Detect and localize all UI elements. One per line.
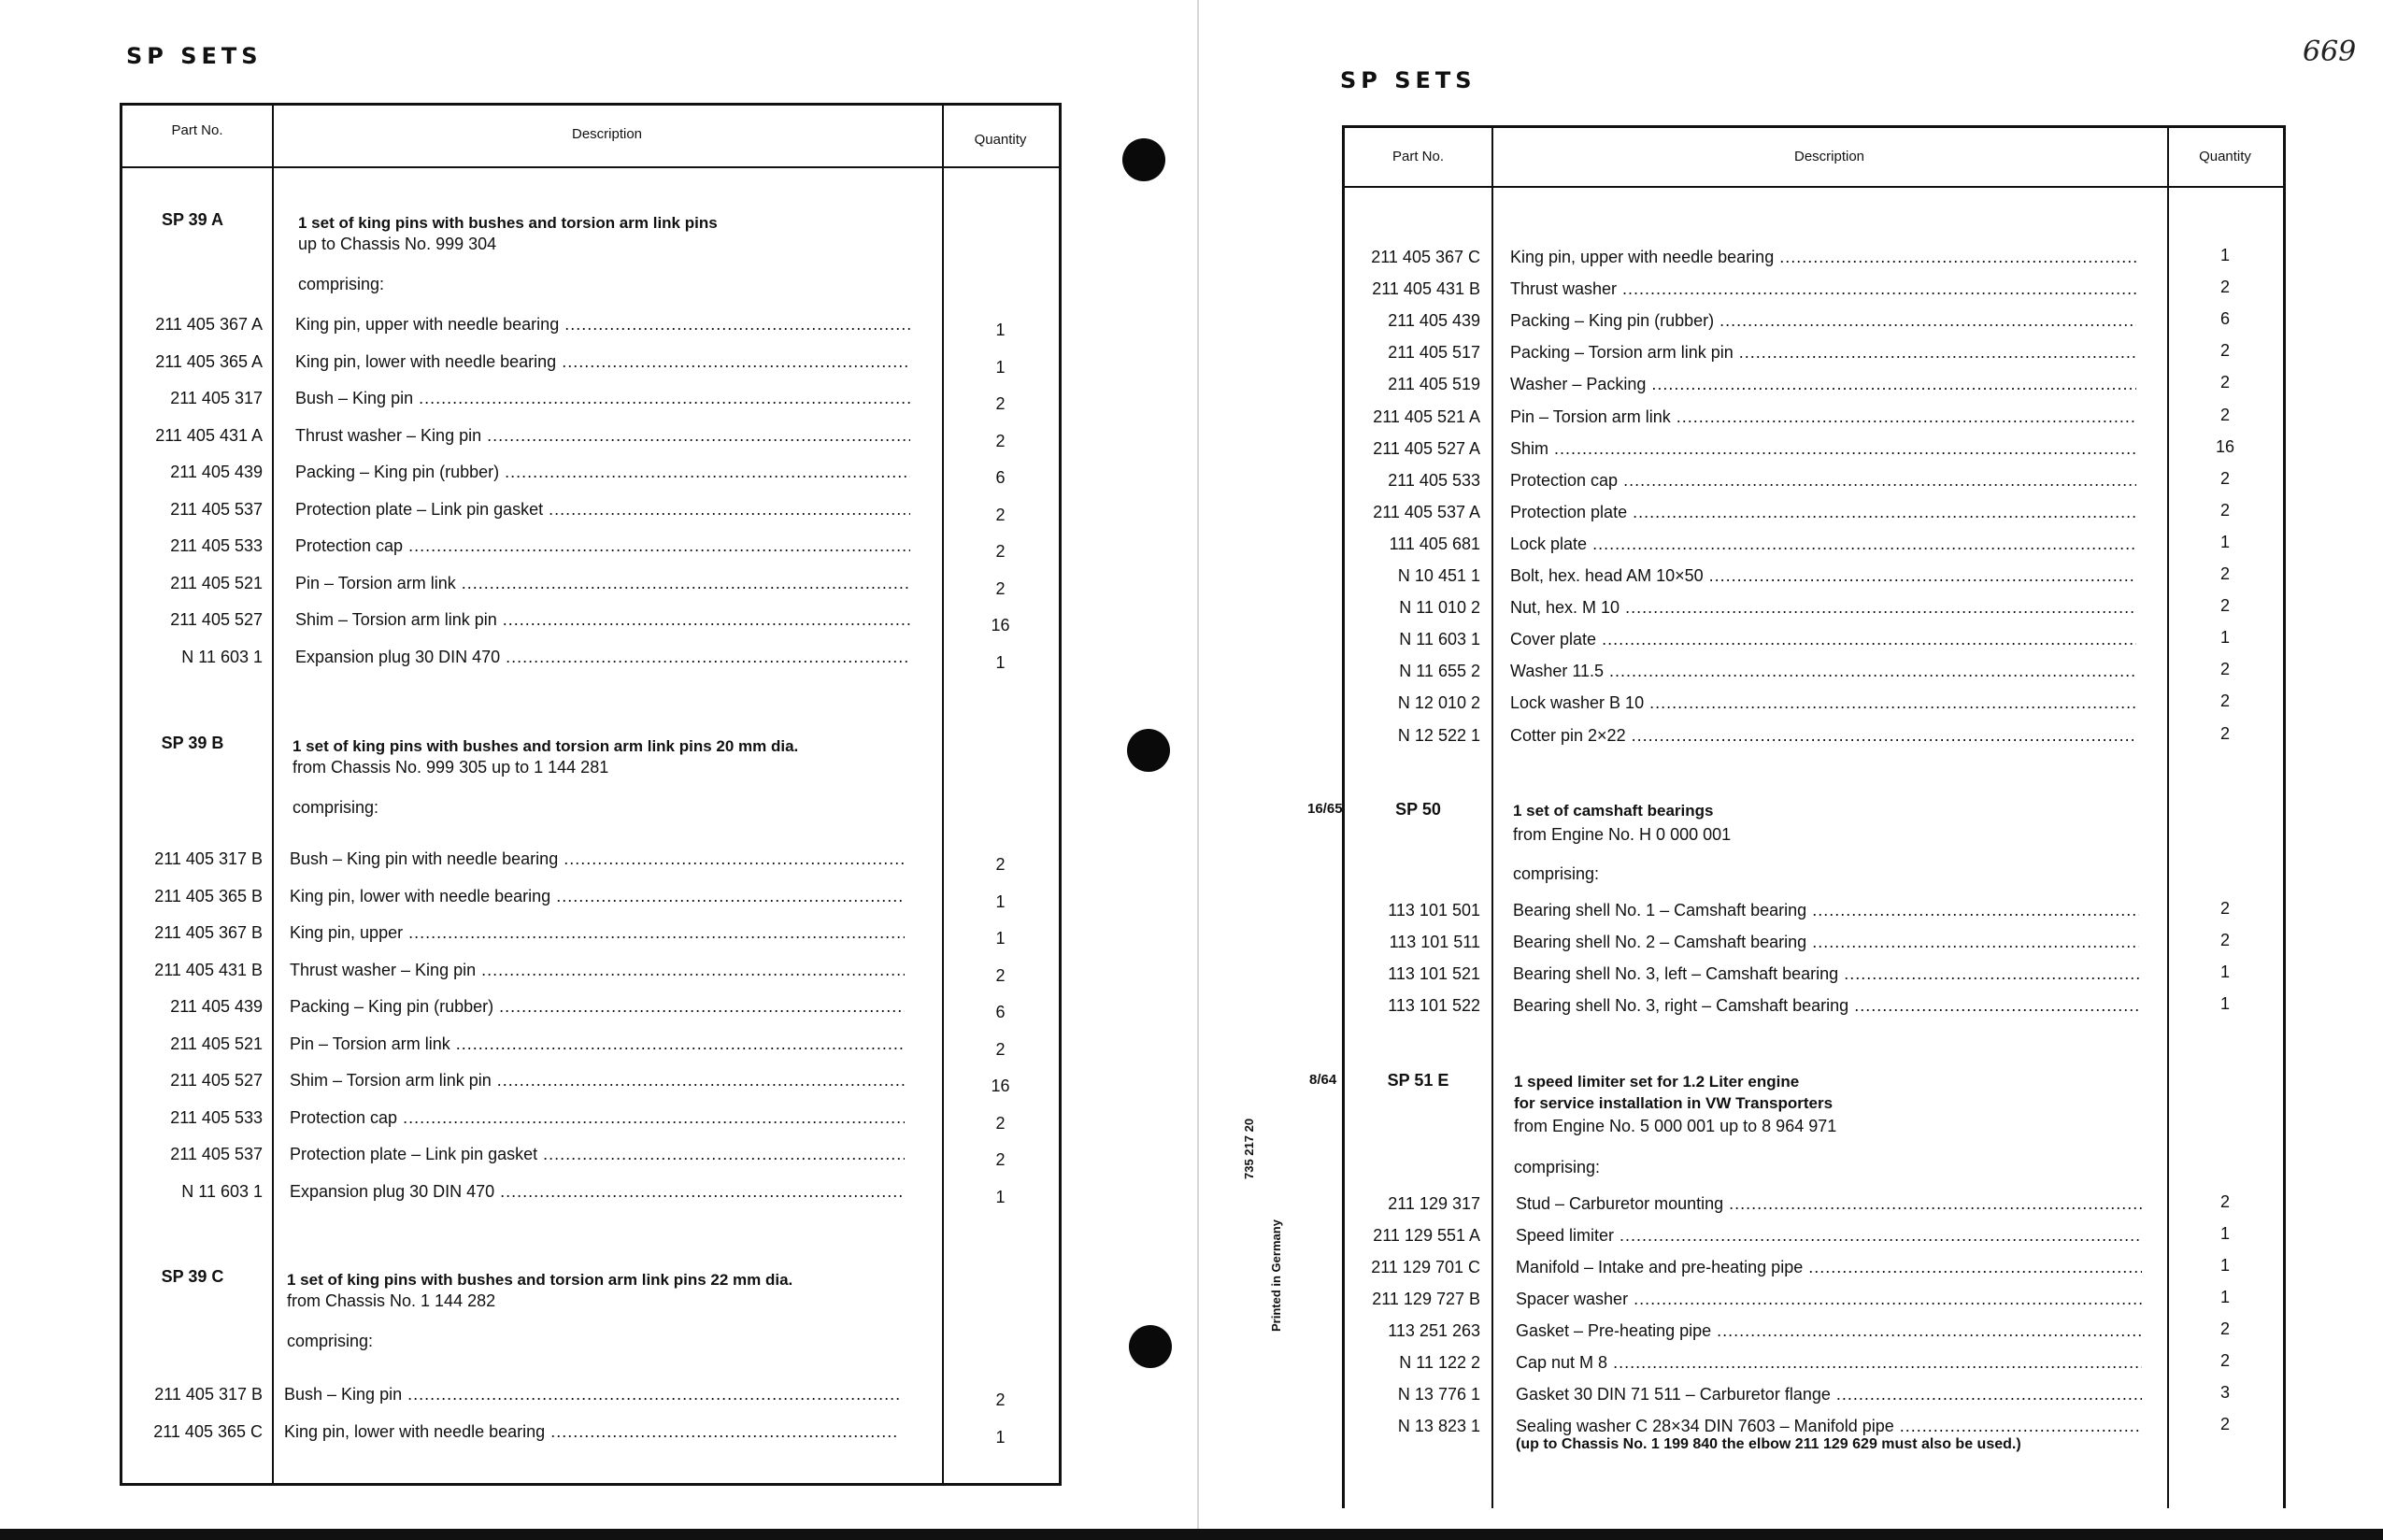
comprising-label: comprising: — [293, 798, 379, 817]
page-heading: SP SETS — [126, 43, 263, 69]
part-number: 113 251 263 — [1388, 1321, 1480, 1340]
binder-hole — [1129, 1325, 1172, 1368]
part-number: N 11 010 2 — [1399, 598, 1480, 617]
part-number: N 12 010 2 — [1397, 693, 1480, 712]
part-number: 113 101 521 — [1388, 964, 1480, 983]
item-description: Stud – Carburetor mounting ..... — [1516, 1193, 2142, 1214]
item-quantity: 1 — [2219, 628, 2230, 647]
right-page — [1200, 0, 2383, 1533]
revision-note: 8/64 — [1309, 1072, 1337, 1088]
part-number: N 11 603 1 — [181, 648, 263, 666]
item-quantity: 2 — [2219, 660, 2230, 678]
set-subtitle: from Engine No. H 0 000 001 — [1513, 825, 1732, 844]
page-fold — [1197, 0, 1199, 1540]
set-title: 1 set of king pins with bushes and torsion arm link pins 20 mm dia. — [293, 737, 799, 755]
page-number: 669 — [2303, 36, 2357, 68]
revision-note: 16/65 — [1307, 801, 1343, 817]
item-description: Protection cap ..... — [295, 535, 910, 556]
item-quantity: 1 — [2219, 246, 2230, 264]
item-quantity: 6 — [995, 468, 1006, 487]
item-description: Expansion plug 30 DIN 470 ..... — [290, 1181, 905, 1202]
item-description: Bush – King pin with needle bearing ..... — [290, 848, 905, 869]
binder-hole — [1122, 138, 1165, 181]
item-quantity: 2 — [2219, 1319, 2230, 1338]
part-number: N 10 451 1 — [1397, 566, 1480, 585]
item-description: Bearing shell No. 3, left – Camshaft bearing ..... — [1513, 963, 2139, 984]
part-number: 211 405 367 C — [1371, 248, 1480, 266]
item-quantity: 2 — [2219, 341, 2230, 360]
comprising-label: comprising: — [1513, 864, 1600, 883]
item-description: Washer 11.5 ..... — [1510, 661, 2136, 681]
item-description: Pin – Torsion arm link ..... — [1510, 406, 2136, 427]
set-subtitle: from Chassis No. 999 305 up to 1 144 281 — [293, 758, 609, 777]
item-quantity: 2 — [2219, 373, 2230, 392]
item-quantity: 2 — [2219, 564, 2230, 583]
item-quantity: 2 — [2219, 501, 2230, 520]
item-quantity: 2 — [2219, 724, 2230, 743]
item-quantity: 2 — [2219, 1351, 2230, 1370]
part-number: N 11 603 1 — [1399, 630, 1480, 649]
item-description: Protection cap ..... — [290, 1107, 905, 1128]
item-description: King pin, upper with needle bearing ..... — [1510, 247, 2136, 267]
item-description: King pin, upper ..... — [290, 922, 905, 943]
part-number: 211 405 431 B — [1372, 279, 1480, 298]
item-description: Nut, hex. M 10 ..... — [1510, 597, 2136, 618]
item-quantity: 16 — [991, 616, 1010, 635]
item-quantity: 1 — [995, 358, 1006, 377]
part-number: 113 101 522 — [1388, 996, 1480, 1015]
item-quantity: 2 — [995, 394, 1006, 413]
item-description: Packing – King pin (rubber) ..... — [295, 462, 910, 482]
item-quantity: 2 — [995, 579, 1006, 598]
item-quantity: 3 — [2219, 1383, 2230, 1402]
set-id: SP 39 A — [161, 210, 224, 229]
bottom-edge-bar — [0, 1529, 2383, 1540]
item-description: Protection plate – Link pin gasket ..... — [290, 1144, 905, 1164]
item-description: Gasket 30 DIN 71 511 – Carburetor flange ..... — [1516, 1384, 2142, 1405]
part-number: 211 405 533 — [170, 1108, 263, 1127]
set-subtitle: from Chassis No. 1 144 282 — [287, 1291, 496, 1310]
item-description: Packing – King pin (rubber) ..... — [290, 996, 905, 1017]
part-number: 211 405 519 — [1388, 375, 1480, 393]
set-id: SP 51 E — [1387, 1071, 1449, 1090]
item-description: Protection plate ..... — [1510, 502, 2136, 522]
item-quantity: 6 — [2219, 309, 2230, 328]
part-number: 211 405 517 — [1388, 343, 1480, 362]
part-number: N 13 823 1 — [1397, 1417, 1480, 1435]
item-quantity: 1 — [995, 1428, 1006, 1447]
part-number: 211 129 727 B — [1372, 1290, 1480, 1308]
set-footnote: (up to Chassis No. 1 199 840 the elbow 211 129 629 must also be used.) — [1516, 1436, 2021, 1452]
item-description: Bearing shell No. 1 – Camshaft bearing ..... — [1513, 900, 2139, 920]
set-title: 1 set of king pins with bushes and torsion arm link pins 22 mm dia. — [287, 1271, 793, 1289]
item-description: Bearing shell No. 3, right – Camshaft bearing ..... — [1513, 995, 2139, 1016]
column-header-quantity: Quantity — [974, 132, 1027, 148]
part-number: 211 129 317 — [1388, 1194, 1480, 1213]
item-description: Washer – Packing ..... — [1510, 374, 2136, 394]
part-number: 211 405 537 A — [1373, 503, 1480, 521]
print-code: 735 217 20 — [1242, 1118, 1256, 1179]
item-quantity: 6 — [995, 1003, 1006, 1021]
item-quantity: 2 — [995, 432, 1006, 450]
item-quantity: 16 — [991, 1077, 1010, 1095]
item-quantity: 2 — [995, 1114, 1006, 1133]
item-quantity: 2 — [995, 966, 1006, 985]
item-description: Pin – Torsion arm link ..... — [295, 573, 910, 593]
item-quantity: 2 — [2219, 1192, 2230, 1211]
item-description: Packing – King pin (rubber) ..... — [1510, 310, 2136, 331]
item-quantity: 1 — [2219, 1288, 2230, 1306]
comprising-label: comprising: — [298, 275, 385, 293]
column-header-part-no: Part No. — [1391, 149, 1445, 164]
comprising-label: comprising: — [287, 1332, 374, 1350]
item-description: Expansion plug 30 DIN 470 ..... — [295, 647, 910, 667]
part-number: N 11 603 1 — [181, 1182, 263, 1201]
part-number: 211 405 527 — [170, 610, 263, 629]
item-quantity: 2 — [995, 506, 1006, 524]
item-quantity: 2 — [2219, 899, 2230, 918]
column-header-quantity: Quantity — [2199, 149, 2251, 164]
item-quantity: 2 — [2219, 278, 2230, 296]
set-title-line-2: for service installation in VW Transporters — [1514, 1094, 1834, 1112]
item-description: Shim – Torsion arm link pin ..... — [290, 1070, 905, 1091]
item-description: Thrust washer – King pin ..... — [290, 960, 905, 980]
item-description: Pin – Torsion arm link ..... — [290, 1034, 905, 1054]
item-quantity: 2 — [2219, 596, 2230, 615]
item-quantity: 2 — [995, 1040, 1006, 1059]
item-description: Gasket – Pre-heating pipe ..... — [1516, 1320, 2142, 1341]
part-number: N 13 776 1 — [1397, 1385, 1480, 1404]
item-description: Thrust washer – King pin ..... — [295, 425, 910, 446]
set-id: SP 39 B — [161, 734, 224, 752]
item-description: King pin, upper with needle bearing ..... — [295, 314, 910, 335]
item-description: Speed limiter ..... — [1516, 1225, 2142, 1246]
item-description: Thrust washer ..... — [1510, 278, 2136, 299]
item-quantity: 2 — [995, 1150, 1006, 1169]
part-number: 113 101 511 — [1389, 933, 1480, 951]
part-number: 211 405 365 C — [153, 1422, 263, 1441]
set-subtitle: from Engine No. 5 000 001 up to 8 964 971 — [1514, 1117, 1837, 1135]
item-description: Cover plate ..... — [1510, 629, 2136, 649]
binder-hole — [1127, 729, 1170, 772]
comprising-label: comprising: — [1514, 1158, 1601, 1176]
part-number: 211 129 701 C — [1371, 1258, 1480, 1276]
part-number: 211 405 439 — [170, 463, 263, 481]
set-title: 1 set of king pins with bushes and torsion arm link pins — [298, 214, 718, 232]
item-description: Cotter pin 2×22 ..... — [1510, 725, 2136, 746]
set-id: SP 50 — [1395, 800, 1441, 819]
part-number: 211 405 367 B — [154, 923, 263, 942]
parts-table — [120, 103, 1062, 1486]
item-description: Protection plate – Link pin gasket ..... — [295, 499, 910, 520]
item-description: Bolt, hex. head AM 10×50 ..... — [1510, 565, 2136, 586]
item-quantity: 1 — [995, 1188, 1006, 1206]
part-number: 211 405 537 — [170, 500, 263, 519]
item-quantity: 2 — [2219, 406, 2230, 424]
part-number: 211 405 533 — [170, 536, 263, 555]
item-description: Bearing shell No. 2 – Camshaft bearing ..... — [1513, 932, 2139, 952]
item-quantity: 1 — [2219, 994, 2230, 1013]
set-title: 1 set of camshaft bearings — [1513, 802, 1714, 820]
part-number: 211 405 365 B — [154, 887, 263, 905]
item-quantity: 1 — [2219, 1224, 2230, 1243]
item-quantity: 16 — [2215, 437, 2235, 456]
item-quantity: 2 — [995, 855, 1006, 874]
item-quantity: 1 — [2219, 962, 2230, 981]
item-description: Manifold – Intake and pre-heating pipe ..... — [1516, 1257, 2142, 1277]
item-quantity: 2 — [2219, 1415, 2230, 1433]
part-number: 211 129 551 A — [1373, 1226, 1480, 1245]
item-quantity: 1 — [995, 321, 1006, 339]
item-quantity: 2 — [995, 542, 1006, 561]
item-quantity: 2 — [995, 1390, 1006, 1409]
item-description: Sealing washer C 28×34 DIN 7603 – Manifold pipe ..... — [1516, 1416, 2142, 1436]
item-description: King pin, lower with needle bearing ..... — [284, 1421, 899, 1442]
part-number: 211 405 317 B — [154, 1385, 263, 1404]
part-number: 211 405 367 A — [155, 315, 263, 334]
item-quantity: 1 — [995, 892, 1006, 911]
part-number: 211 405 439 — [170, 997, 263, 1016]
part-number: 211 405 317 — [170, 389, 263, 407]
part-number: 211 405 537 — [170, 1145, 263, 1163]
item-quantity: 2 — [2219, 931, 2230, 949]
part-number: N 11 655 2 — [1399, 662, 1480, 680]
part-number: 113 101 501 — [1388, 901, 1480, 920]
item-description: Lock plate ..... — [1510, 534, 2136, 554]
printed-in-germany: Printed in Germany — [1269, 1219, 1283, 1332]
part-number: N 12 522 1 — [1397, 726, 1480, 745]
column-header-description: Description — [1793, 149, 1865, 164]
item-quantity: 1 — [995, 929, 1006, 948]
item-quantity: 2 — [2219, 469, 2230, 488]
item-quantity: 1 — [2219, 533, 2230, 551]
set-title: 1 speed limiter set for 1.2 Liter engine — [1514, 1073, 1800, 1091]
part-number: 211 405 439 — [1388, 311, 1480, 330]
item-quantity: 1 — [995, 653, 1006, 672]
item-quantity: 2 — [2219, 692, 2230, 710]
column-header-part-no: Part No. — [171, 122, 223, 138]
set-subtitle: up to Chassis No. 999 304 — [298, 235, 497, 253]
part-number: 211 405 317 B — [154, 849, 263, 868]
item-description: Packing – Torsion arm link pin ..... — [1510, 342, 2136, 363]
column-header-description: Description — [571, 126, 643, 142]
part-number: 211 405 365 A — [155, 352, 263, 371]
set-id: SP 39 C — [161, 1267, 224, 1286]
item-description: Bush – King pin ..... — [284, 1384, 899, 1405]
item-description: Spacer washer ..... — [1516, 1289, 2142, 1309]
item-description: King pin, lower with needle bearing ..... — [290, 886, 905, 906]
part-number: 211 405 521 A — [1373, 407, 1480, 426]
item-description: Protection cap ..... — [1510, 470, 2136, 491]
parts-table — [1307, 125, 2286, 1508]
item-description: King pin, lower with needle bearing ..... — [295, 351, 910, 372]
page-heading: SP SETS — [1340, 67, 1477, 93]
part-number: 211 405 431 B — [154, 961, 263, 979]
part-number: 211 405 521 — [170, 574, 263, 592]
part-number: N 11 122 2 — [1399, 1353, 1480, 1372]
item-quantity: 1 — [2219, 1256, 2230, 1275]
item-description: Lock washer B 10 ..... — [1510, 692, 2136, 713]
item-description: Shim – Torsion arm link pin ..... — [295, 609, 910, 630]
part-number: 211 405 521 — [170, 1034, 263, 1053]
part-number: 211 405 527 — [170, 1071, 263, 1090]
item-description: Bush – King pin ..... — [295, 388, 910, 408]
part-number: 211 405 527 A — [1373, 439, 1480, 458]
part-number: 211 405 431 A — [155, 426, 263, 445]
item-description: Shim ..... — [1510, 438, 2136, 459]
part-number: 111 405 681 — [1389, 535, 1480, 553]
part-number: 211 405 533 — [1388, 471, 1480, 490]
item-description: Cap nut M 8 ..... — [1516, 1352, 2142, 1373]
